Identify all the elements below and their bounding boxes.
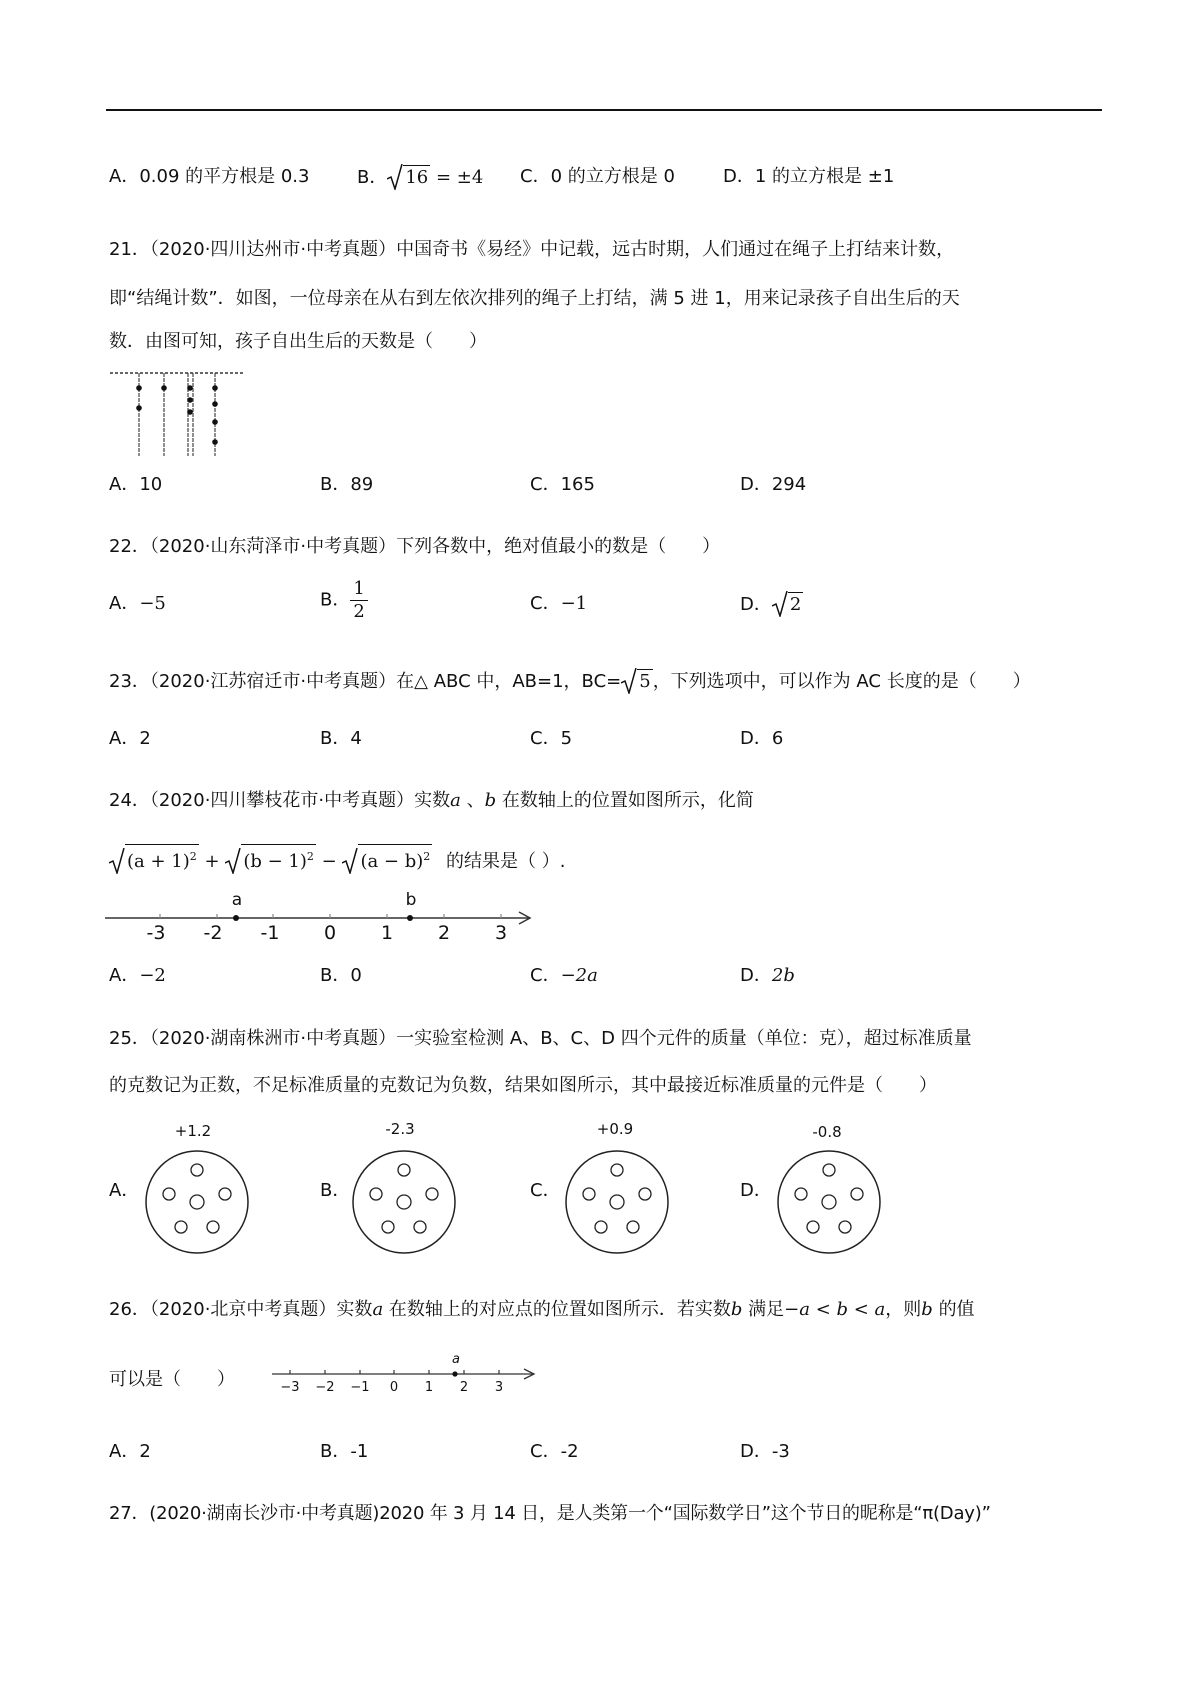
q23-option-c: C．5: [530, 728, 573, 749]
q21-option-b: B．89: [320, 474, 374, 495]
q20-option-b: [357, 165, 483, 190]
q24-expression: $(a + 1)^2$ + $(b - 1)^2$ − $(a - b)^2$ 的结果是（ ）.: [109, 844, 565, 874]
svg-text:a: a: [452, 1352, 460, 1367]
svg-text:b: b: [405, 890, 417, 910]
svg-text:−3: −3: [280, 1380, 300, 1394]
q25-option-a-label: A．: [109, 1180, 140, 1201]
q26-number-line: [272, 1350, 542, 1394]
knotted-rope-figure: [110, 370, 245, 460]
q22-option-d: D． 2: [740, 592, 803, 617]
svg-text:-2: -2: [203, 922, 223, 940]
q24-number-line: [105, 890, 535, 940]
q25-option-b-label: B．: [320, 1180, 351, 1201]
q24-option-a: A．−2: [109, 965, 166, 986]
q26-option-a: A．2: [109, 1441, 151, 1462]
q26-option-c: C．-2: [530, 1441, 579, 1462]
q25-option-c-label: C．: [530, 1180, 561, 1201]
svg-text:1: 1: [380, 922, 394, 940]
q23-stem: 23．（2020·江苏宿迁市·中考真题）在△ ABC 中，AB=1，BC= 5 ，下列选项中，可以作为 AC 长度的是（ ）: [109, 669, 1031, 694]
q20-option-a: A．0.09 的平方根是 0.3: [109, 166, 310, 187]
svg-text:-2.3: -2.3: [385, 1120, 415, 1138]
q23-option-a: A．2: [109, 728, 151, 749]
radical-sign-icon: [621, 668, 637, 694]
q22-option-c: C．−1: [530, 593, 588, 614]
component-c-figure: [560, 1118, 680, 1258]
q20-option-b-rest: = ±4: [436, 167, 484, 188]
svg-text:a: a: [231, 890, 243, 910]
radical-sign-icon: [387, 164, 403, 190]
sqrt-16: 16: [387, 165, 430, 190]
component-b-figure: [348, 1118, 468, 1258]
q23-option-d: D．6: [740, 728, 784, 749]
q24-option-d: D．2b: [740, 965, 795, 986]
radical-sign-icon: [342, 848, 358, 874]
svg-text:0: 0: [323, 922, 337, 940]
radical-sign-icon: [225, 848, 241, 874]
radical-sign-icon: [772, 591, 788, 617]
component-a-figure: [140, 1120, 260, 1258]
radical-sign-icon: [109, 848, 125, 874]
svg-text:3: 3: [494, 922, 508, 940]
q21-stem-line1: 21．（2020·四川达州市·中考真题）中国奇书《易经》中记载，远古时期，人们通过在绳子上打结来计数，: [109, 239, 955, 260]
q20-option-c: C．0 的立方根是 0: [520, 166, 675, 187]
header-rule: [106, 109, 1102, 111]
q27-stem-line1: 27．(2020·湖南长沙市·中考真题)2020 年 3 月 14 日，是人类第一个“国际数学日”这个节日的昵称是“π(Day)”: [109, 1503, 991, 1524]
q22-option-a: A．−5: [109, 593, 166, 614]
svg-text:+1.2: +1.2: [174, 1122, 212, 1140]
q22-option-b: B． $\frac{1}{2}$: [320, 578, 368, 623]
q26-stem-line2: 可以是（ ）: [109, 1369, 235, 1390]
q26-option-d: D．-3: [740, 1441, 790, 1462]
fraction-one-half: $\frac{1}{2}$: [350, 578, 367, 623]
q21-stem-line2: 即“结绳计数”．如图，一位母亲在从右到左依次排列的绳子上打结，满 5 进 1，用来记录孩子自出生后的天: [109, 288, 960, 309]
q24-stem: 24．（2020·四川攀枝花市·中考真题）实数a 、b 在数轴上的位置如图所示，化简: [109, 790, 754, 811]
svg-text:−1: −1: [350, 1380, 370, 1394]
svg-text:3: 3: [494, 1380, 504, 1394]
q23-option-b: B．4: [320, 728, 362, 749]
svg-text:2: 2: [459, 1380, 469, 1394]
sqrt-5: 5: [621, 669, 652, 694]
component-d-figure: [772, 1120, 892, 1258]
svg-text:2: 2: [437, 922, 451, 940]
q24-option-c: C．−2a: [530, 965, 598, 986]
svg-text:-0.8: -0.8: [812, 1123, 842, 1141]
svg-text:0: 0: [389, 1380, 399, 1394]
q25-stem-line1: 25．（2020·湖南株洲市·中考真题）一实验室检测 A、B、C、D 四个元件的质量（单位：克），超过标准质量: [109, 1028, 972, 1049]
q24-option-b: B．0: [320, 965, 362, 986]
q20-option-b-label: B．: [357, 167, 388, 188]
q21-stem-line3: 数．由图可知，孩子自出生后的天数是（ ）: [109, 331, 487, 352]
svg-text:-3: -3: [146, 922, 166, 940]
svg-text:-1: -1: [260, 922, 280, 940]
q26-stem-line1: 26．（2020·北京中考真题）实数a 在数轴上的对应点的位置如图所示．若实数b 满足−a < b < a，则b 的值: [109, 1299, 975, 1320]
q20-option-d: D．1 的立方根是 ±1: [723, 166, 895, 187]
q25-stem-line2: 的克数记为正数，不足标准质量的克数记为负数，结果如图所示，其中最接近标准质量的元件是（ ）: [109, 1075, 937, 1096]
svg-text:−2: −2: [315, 1380, 335, 1394]
svg-text:1: 1: [424, 1380, 434, 1394]
q26-option-b: B．-1: [320, 1441, 369, 1462]
sqrt-2: 2: [772, 592, 803, 617]
q21-option-a: A．10: [109, 474, 163, 495]
q22-stem: 22．（2020·山东菏泽市·中考真题）下列各数中，绝对值最小的数是（ ）: [109, 536, 721, 557]
q21-option-d: D．294: [740, 474, 807, 495]
svg-text:+0.9: +0.9: [596, 1120, 634, 1138]
q25-option-d-label: D．: [740, 1180, 772, 1201]
q21-option-c: C．165: [530, 474, 595, 495]
